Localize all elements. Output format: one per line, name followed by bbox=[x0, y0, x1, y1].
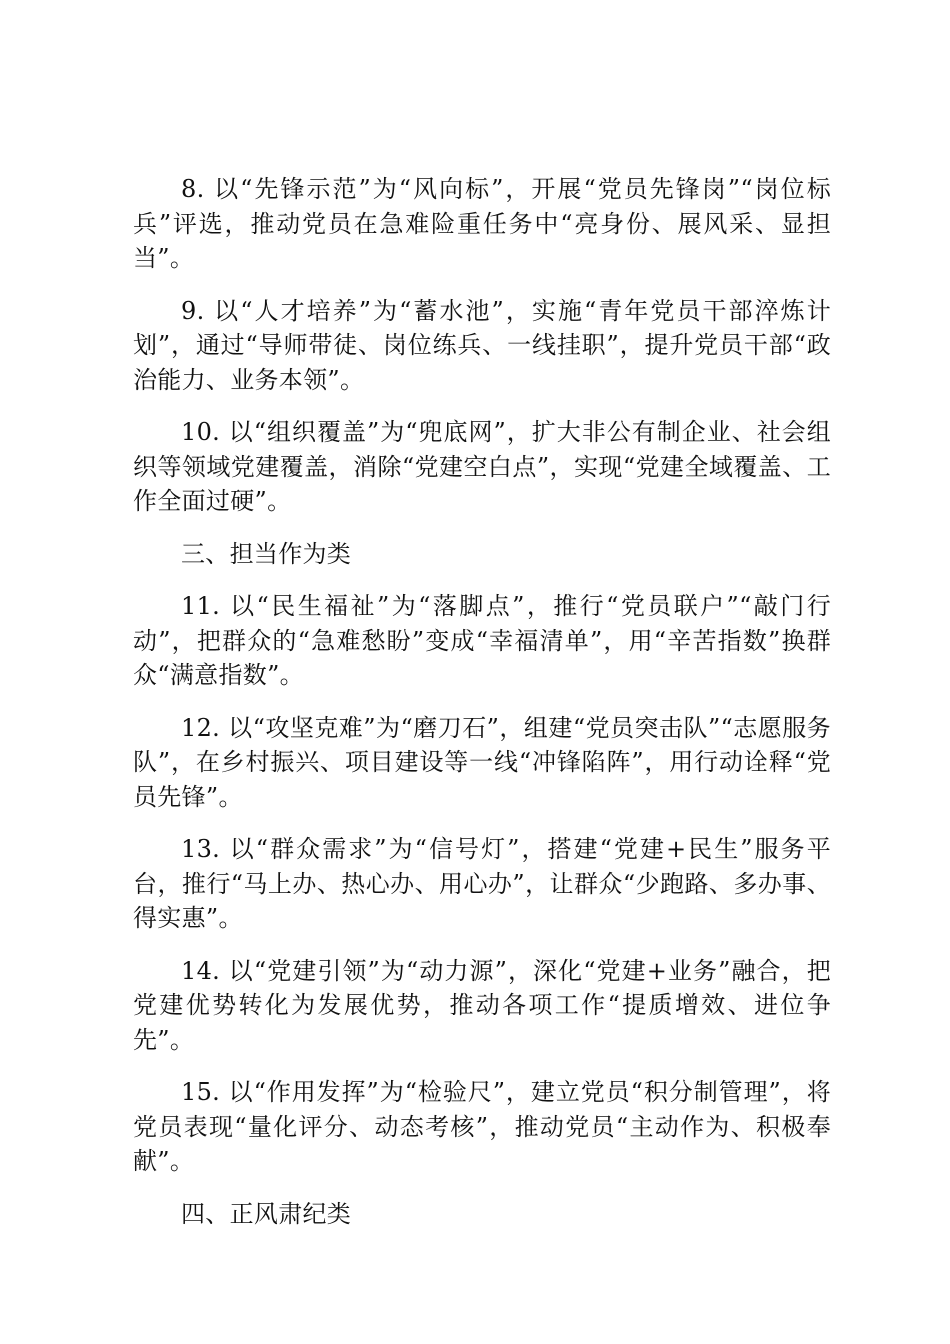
section-heading-4: 四、正风肃纪类 bbox=[181, 1199, 352, 1228]
document-body bbox=[133, 172, 831, 1249]
paragraph-item-12: 12. 以“攻坚克难”为“磨刀石”，组建“党员突击队”“志愿服务队”，在乡村振兴、项目建设等一线“冲锋陷阵”，用行动诠释“党员先锋”。 bbox=[133, 713, 831, 811]
paragraph-item-15: 15. 以“作用发挥”为“检验尺”，建立党员“积分制管理”，将党员表现“量化评分、动态考核”，推动党员“主动作为、积极奉献”。 bbox=[133, 1078, 831, 1175]
section-heading-3: 三、担当作为类 bbox=[181, 539, 352, 568]
paragraph-item-13: 13. 以“群众需求”为“信号灯”，搭建“党建+民生”服务平台，推行“马上办、热心办、用心办”，让群众“少跑路、多办事、得实惠”。 bbox=[133, 835, 831, 932]
paragraph-item-11: 11. 以“民生福祉”为“落脚点”，推行“党员联户”“敲门行动”，把群众的“急难愁盼”变成“幸福清单”，用“辛苦指数”换群众“满意指数”。 bbox=[133, 592, 831, 689]
paragraph-item-8: 8. 以“先锋示范”为“风向标”，开展“党员先锋岗”“岗位标兵”评选，推动党员在急难险重任务中“亮身份、展风采、显担当”。 bbox=[133, 175, 831, 272]
paragraph-item-14: 14. 以“党建引领”为“动力源”，深化“党建+业务”融合，把党建优势转化为发展优势，推动各项工作“提质增效、进位争先”。 bbox=[133, 956, 831, 1054]
paragraph-item-9: 9. 以“人才培养”为“蓄水池”，实施“青年党员干部淬炼计划”，通过“导师带徒、岗位练兵、一线挂职”，提升党员干部“政治能力、业务本领”。 bbox=[133, 296, 831, 394]
paragraph-item-10: 10. 以“组织覆盖”为“兜底网”，扩大非公有制企业、社会组织等领域党建覆盖，消除“党建空白点”，实现“党建全域覆盖、工作全面过硬”。 bbox=[133, 418, 831, 515]
